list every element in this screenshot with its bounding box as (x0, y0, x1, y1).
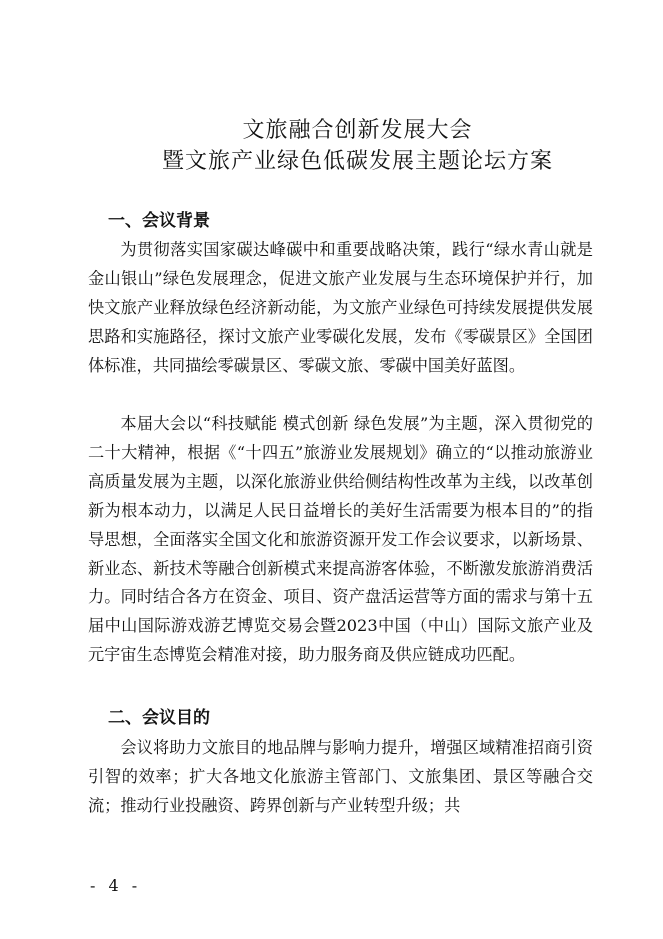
document-title-line-2: 暨文旅产业绿色低碳发展主题论坛方案 (161, 149, 553, 174)
paragraph-background: 为贯彻落实国家碳达峰碳中和重要战略决策，践行“绿水青山就是金山银山”绿色发展理念，促进文旅产业发展与生态环境保护并行，加快文旅产业释放绿色经济新动能，为文旅产业绿色可持续发展提供发展思路和实施路径，探讨文旅产业零碳化发展，发布《零碳景区》全国团体标准，共同描绘零碳景区、零碳文旅、零碳中国美好蓝图。 (88, 240, 593, 375)
page-number: - 4 - (90, 876, 142, 895)
document-title-line-1: 文旅融合创新发展大会 (242, 118, 473, 143)
section-heading-purpose: 二、会议目的 (108, 708, 210, 728)
paragraph-purpose: 会议将助力文旅目的地品牌与影响力提升，增强区域精准招商引资引智的效率；扩大各地文化旅游主管部门、文旅集团、景区等融合交流；推动行业投融资、跨界创新与产业转型升级；共 (88, 738, 593, 815)
paragraph-theme: 本届大会以“科技赋能 模式创新 绿色发展”为主题，深入贯彻党的二十大精神，根据《“十四五”旅游业发展规划》确立的“以推动旅游业高质量发展为主题，以深化旅游业供给侧结构性改革为主线，以改革创新为根本动力，以满足人民日益增长的美好生活需要为根本目的”的指导思想，全面落实全国文化和旅游资源开发工作会议要求，以新场景、新业态、新技术等融合创新模式来提高游客体验，不断激发旅游消费活力。同时结合各方在资金、项目、资产盘活运营等方面的需求与第十五届中山国际游戏游艺博览交易会暨2023中国（中山）国际文旅产业及元宇宙生态博览会精准对接，助力服务商及供应链成功匹配。 (88, 414, 593, 665)
section-heading-background: 一、会议背景 (108, 211, 210, 231)
